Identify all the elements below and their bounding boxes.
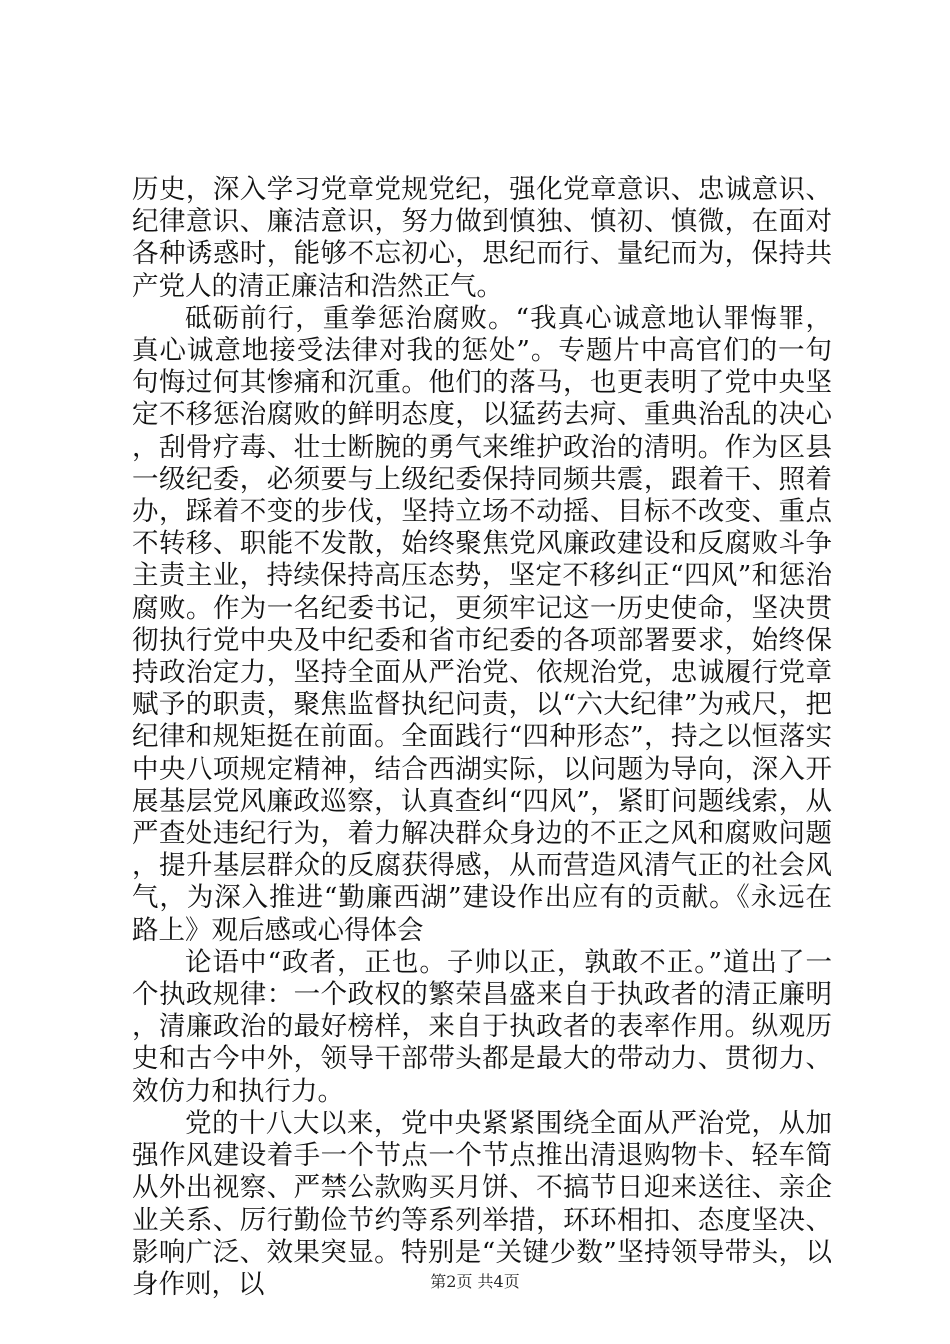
paragraph-2: 砥砺前行，重拳惩治腐败。“我真心诚意地认罪悔罪，真心诚意地接受法律对我的惩处”。专题片中高官们的一句句悔过何其惨痛和沉重。他们的落马，也更表明了党中央坚定不移惩治腐败的鲜明态度，以猛药去疴、重典治乱的决心，刮骨疗毒、壮士断腕的勇气来维护政治的清明。作为区县一级纪委，必须要与上级纪委保持同频共震，跟着干、照着办，踩着不变的步伐，坚持立场不动摇、目标不改变、重点不转移、职能不发散，始终聚焦党风廉政建设和反腐败斗争主责主业，持续保持高压态势，坚定不移纠正“四风”和惩治腐败。作为一名纪委书记，更须牢记这一历史使命，坚决贯彻执行党中央及中纪委和省市纪委的各项部署要求，始终保持政治定力，坚持全面从严治党、依规治党，忠诚履行党章赋予的职责，聚焦监督执纪问责，以“六大纪律”为戒尺，把纪律和规矩挺在前面。全面践行“四种形态”，持之以恒落实中央八项规定精神，结合西湖实际，以问题为导向，深入开展基层党风廉政巡察，认真查纠“四风”，紧盯问题线索，从严查处违纪行为，着力解决群众身边的不正之风和腐败问题，提升基层群众的反腐获得感，从而营造风清气正的社会风气，为深入推进“勤廉西湖”建设作出应有的贡献。《永远在路上》观后感或心得体会	[132, 302, 832, 946]
page-number-footer: 第2页 共4页	[430, 1272, 520, 1291]
paragraph-4: 党的十八大以来，党中央紧紧围绕全面从严治党，从加强作风建设着手一个节点一个节点推出清退购物卡、轻车简从外出视察、严禁公款购买月饼、不搞节日迎来送往、亲企业关系、厉行勤俭节约等系列举措，环环相扣、态度坚决、影响广泛、效果突显。特别是“关键少数”坚持领导带头，以身作则，以	[132, 1107, 832, 1300]
document-body	[132, 174, 832, 1301]
paragraph-1: 历史，深入学习党章党规党纪，强化党章意识、忠诚意识、纪律意识、廉洁意识，努力做到慎独、慎初、慎微，在面对各种诱惑时，能够不忘初心，思纪而行、量纪而为，保持共产党人的清正廉洁和浩然正气。	[132, 174, 832, 302]
paragraph-3: 论语中“政者，正也。子帅以正，孰敢不正。”道出了一个执政规律：一个政权的繁荣昌盛来自于执政者的清正廉明，清廉政治的最好榜样，来自于执政者的表率作用。纵观历史和古今中外，领导干部带头都是最大的带动力、贯彻力、效仿力和执行力。	[132, 946, 832, 1107]
